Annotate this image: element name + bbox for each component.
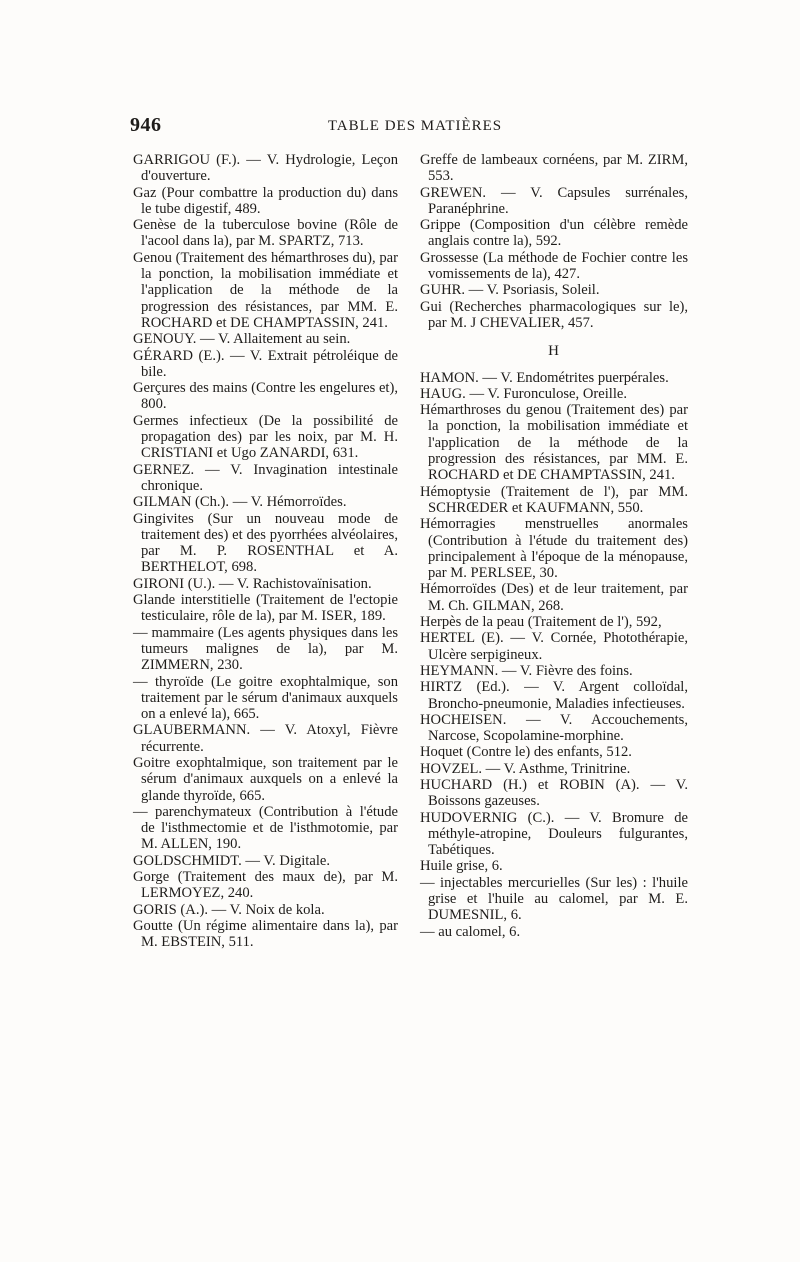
index-entry: — thyroïde (Le goitre exophtalmique, son traitement par le sérum d'animaux auxquels on a enlevé la), 665.: [133, 673, 398, 723]
right-column-g-entries: [420, 152, 688, 331]
index-entry: — au calomel, 6.: [420, 923, 521, 940]
index-entry: GIRONI (U.). — V. Rachistovaïnisation.: [133, 575, 372, 592]
index-entry: Gui (Recherches pharmacologiques sur le), par M. J CHEVALIER, 457.: [420, 298, 688, 331]
index-entry: GREWEN. — V. Capsules surrénales, Paranéphrine.: [420, 184, 688, 217]
index-entry: GERNEZ. — V. Invagination intestinale chronique.: [133, 461, 398, 494]
page-number: 946: [130, 114, 162, 136]
index-entry: Goutte (Un régime alimentaire dans la), par M. EBSTEIN, 511.: [133, 917, 398, 951]
index-entry: HOVZEL. — V. Asthme, Trinitrine.: [420, 760, 631, 777]
index-entry: HUDOVERNIG (C.). — V. Bromure de méthyle-atropine, Douleurs fulgurantes, Tabétiques.: [420, 809, 688, 859]
index-entry: — mammaire (Les agents physiques dans les tumeurs malignes de la), par M. ZIMMERN, 230.: [133, 624, 398, 674]
running-head: [130, 114, 700, 140]
index-entry: Glande interstitielle (Traitement de l'ectopie testiculaire, rôle de la), par M. ISER, 189.: [133, 592, 398, 625]
index-entry: GILMAN (Ch.). — V. Hémorroïdes.: [133, 494, 347, 511]
running-title: TABLE DES MATIÈRES: [327, 118, 503, 134]
index-entry: Herpès de la peau (Traitement de l'), 592,: [420, 614, 662, 631]
index-entry: HERTEL (E). — V. Cornée, Photothérapie, Ulcère serpigineux.: [420, 630, 688, 663]
left-column: [133, 152, 398, 951]
index-entry: Gorge (Traitement des maux de), par M. LERMOYEZ, 240.: [133, 869, 398, 902]
index-entry: — injectables mercurielles (Sur les) : l'huile grise et l'huile au calomel, par M. E. DUMESNIL, 6.: [420, 874, 688, 924]
index-entry: GARRIGOU (F.). — V. Hydrologie, Leçon d'ouverture.: [133, 152, 398, 185]
index-entry: GLAUBERMANN. — V. Atoxyl, Fièvre récurrente.: [133, 722, 398, 755]
index-entry: Hoquet (Contre le) des enfants, 512.: [420, 744, 632, 761]
index-entry: Grippe (Composition d'un célèbre remède anglais contre la), 592.: [420, 217, 688, 250]
index-entry: Huile grise, 6.: [420, 858, 503, 875]
index-entry: Hémorragies menstruelles anormales (Contribution à l'étude du traitement des) principalement à l'époque de la ménopause, par M. PERLSEE, 30.: [420, 516, 688, 582]
index-entry: HOCHEISEN. — V. Accouchements, Narcose, Scopolamine-morphine.: [420, 711, 688, 745]
index-entry: GORIS (A.). — V. Noix de kola.: [133, 901, 325, 918]
index-entry: — parenchymateux (Contribution à l'étude de l'isthmectomie et de l'isthmotomie, par M. ALLEN, 190.: [133, 803, 398, 853]
index-entry: GÉRARD (E.). — V. Extrait pétroléique de bile.: [133, 347, 398, 380]
index-entry: Germes infectieux (De la possibilité de propagation des) par les noix, par M. H. CRISTIANI et Ugo ZANARDI, 631.: [133, 412, 398, 462]
index-entry: HIRTZ (Ed.). — V. Argent colloïdal, Broncho-pneumonie, Maladies infectieuses.: [420, 679, 688, 712]
index-entry: Gingivites (Sur un nouveau mode de traitement des) et des pyorrhées alvéolaires, par M. P. ROSENTHAL et A. BERTHELOT, 698.: [133, 510, 398, 576]
index-entry: Grossesse (La méthode de Fochier contre les vomissements de la), 427.: [420, 249, 688, 283]
index-entry: HUCHARD (H.) et ROBIN (A). — V. Boissons gazeuses.: [420, 776, 688, 810]
index-entry: GUHR. — V. Psoriasis, Soleil.: [420, 282, 600, 299]
index-entry: Genèse de la tuberculose bovine (Rôle de l'acool dans la), par M. SPARTZ, 713.: [133, 217, 398, 250]
index-entry: Genou (Traitement des hémarthroses du), par la ponction, la mobilisation immédiate et l'application de la méthode de la progression des résistances, par MM. E. ROCHARD et DE CHAMPTASSIN, 241.: [133, 249, 398, 331]
index-entry: HAMON. — V. Endométrites puerpérales.: [420, 369, 669, 386]
index-entry: Hémoptysie (Traitement de l'), par MM. SCHRŒDER et KAUFMANN, 550.: [420, 483, 688, 516]
right-column-h-entries: [420, 370, 688, 940]
index-entry: Gerçures des mains (Contre les engelures et), 800.: [133, 380, 398, 413]
index-entry: Greffe de lambeaux cornéens, par M. ZIRM, 553.: [420, 152, 688, 185]
index-entry: GENOUY. — V. Allaitement au sein.: [133, 331, 351, 348]
right-column: [420, 152, 688, 940]
section-letter-heading: H: [548, 343, 560, 360]
index-entry: Goitre exophtalmique, son traitement par le sérum d'animaux auxquels on a enlevé la glande thyroïde, 665.: [133, 754, 398, 804]
index-entry: Hémorroïdes (Des) et de leur traitement, par M. Ch. GILMAN, 268.: [420, 581, 688, 614]
index-entry: HEYMANN. — V. Fièvre des foins.: [420, 662, 633, 679]
index-entry: Gaz (Pour combattre la production du) dans le tube digestif, 489.: [133, 184, 398, 217]
index-entry: HAUG. — V. Furonculose, Oreille.: [420, 385, 627, 402]
index-entry: GOLDSCHMIDT. — V. Digitale.: [133, 852, 331, 869]
index-entry: Hémarthroses du genou (Traitement des) par la ponction, la mobilisation immédiate et l'application de la méthode de la progression des résistances, par MM. E. ROCHARD et DE CHAMPTASSIN, 241.: [420, 402, 688, 484]
